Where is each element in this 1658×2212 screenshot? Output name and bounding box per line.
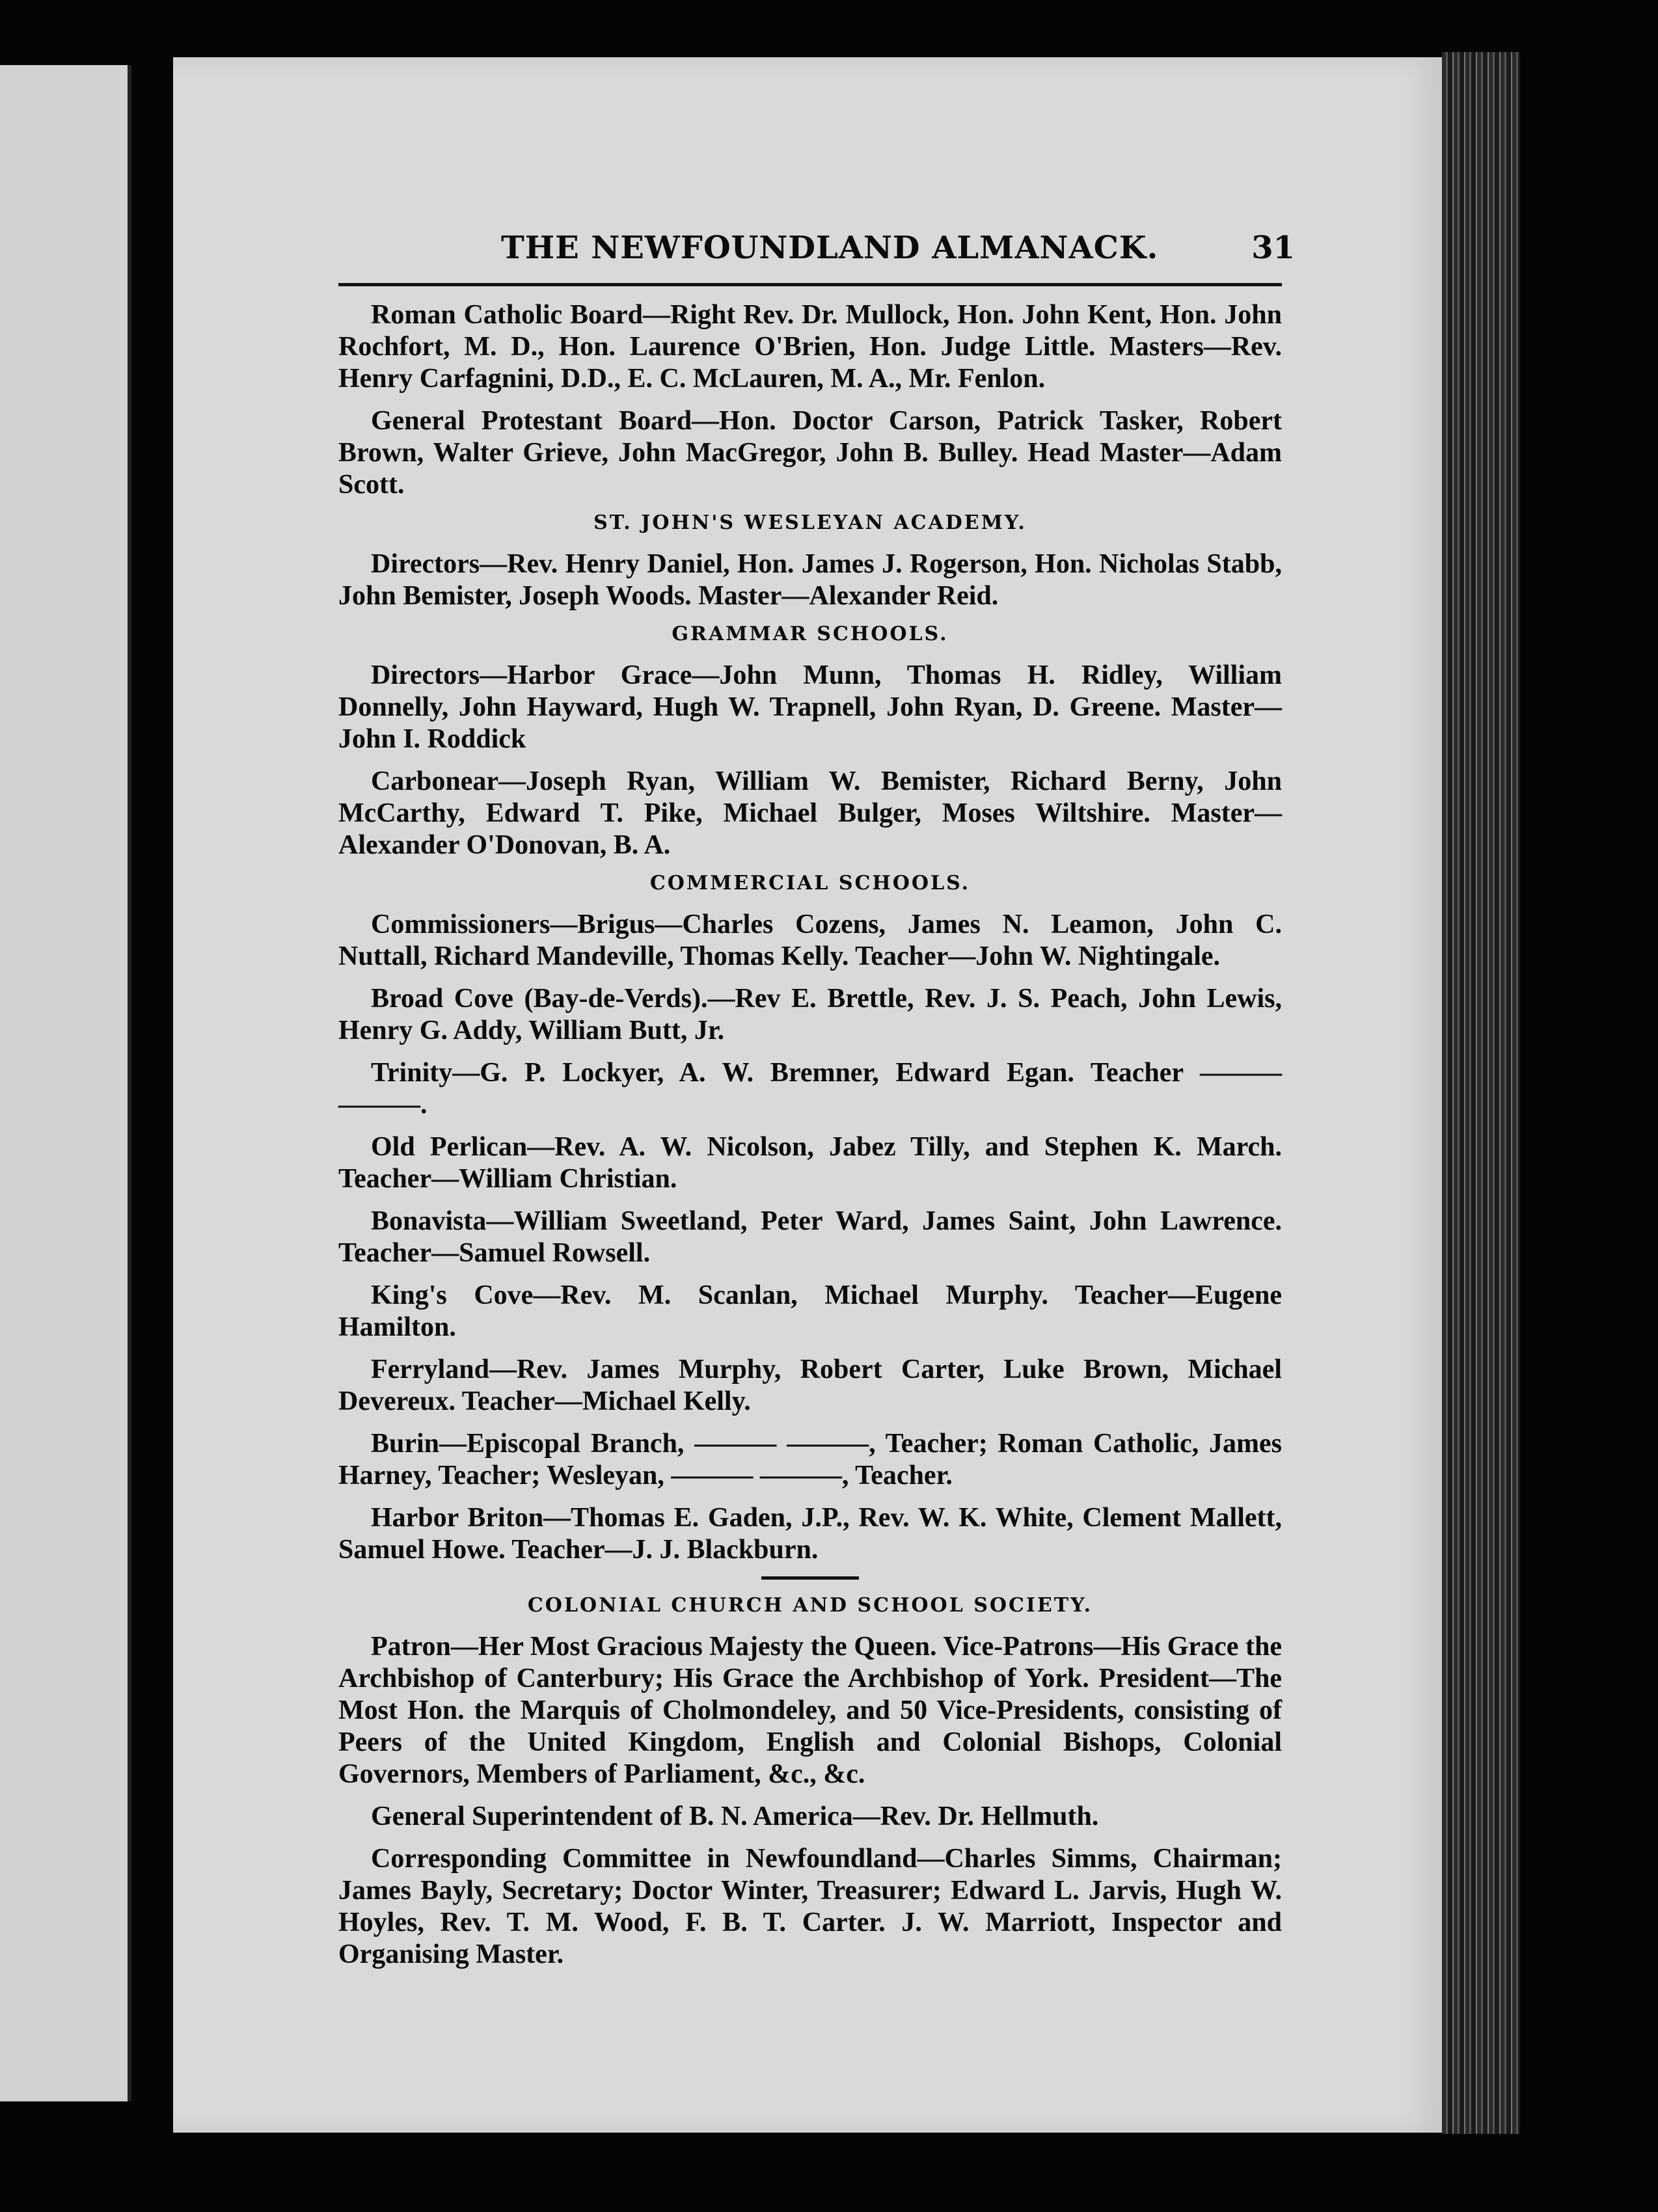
entry-paragraph: Roman Catholic Board—Right Rev. Dr. Mullock, Hon. John Kent, Hon. John Rochfort, M. D., Hon. Laurence O'Brien, Hon. Judge Little. Masters—Rev. Henry Carfagnini, D.D., E. C. McLauren, M. A., Mr. Fenlon. xyxy=(338,300,1282,394)
entry-paragraph: Old Perlican—Rev. A. W. Nicolson, Jabez Tilly, and Stephen K. March. Teacher—William Christian. xyxy=(338,1132,1282,1194)
entry-paragraph: Broad Cove (Bay-de-Verds).—Rev E. Brettle, Rev. J. S. Peach, John Lewis, Henry G. Addy, William Butt, Jr. xyxy=(338,984,1282,1045)
entry-paragraph: Ferryland—Rev. James Murphy, Robert Carter, Luke Brown, Michael Devereux. Teacher—Michael Kelly. xyxy=(338,1355,1282,1416)
running-header xyxy=(338,224,1295,270)
section-heading: ST. JOHN'S WESLEYAN ACADEMY. xyxy=(593,511,1027,534)
entry-paragraph: Carbonear—Joseph Ryan, William W. Bemister, Richard Berny, John McCarthy, Edward T. Pike, Michael Bulger, Moses Wiltshire. Master—Alexander O'Donovan, B. A. xyxy=(338,766,1282,860)
section-divider xyxy=(761,1576,859,1580)
running-title: THE NEWFOUNDLAND ALMANACK. xyxy=(501,230,1159,266)
entry-paragraph: Directors—Rev. Henry Daniel, Hon. James J. Rogerson, Hon. Nicholas Stabb, John Bemister, Joseph Woods. Master—Alexander Reid. xyxy=(338,549,1282,611)
page-body xyxy=(338,299,1282,1971)
entry-paragraph: Commissioners—Brigus—Charles Cozens, James N. Leamon, John C. Nuttall, Richard Mandeville, Thomas Kelly. Teacher—John W. Nightingale. xyxy=(338,910,1282,971)
entry-paragraph: Patron—Her Most Gracious Majesty the Queen. Vice-Patrons—His Grace the Archbishop of Canterbury; His Grace the Archbishop of York. President—The Most Hon. the Marquis of Cholmondeley, and 50 Vice-Presidents, consisting of Peers of the United Kingdom, English and Colonial Bishops, Colonial Governors, Members of Parliament, &c., &c. xyxy=(338,1632,1282,1789)
entry-paragraph: King's Cove—Rev. M. Scanlan, Michael Murphy. Teacher—Eugene Hamilton. xyxy=(338,1280,1282,1342)
page-content xyxy=(338,224,1295,1981)
page-stack-edge xyxy=(1442,52,1520,2134)
section-heading: GRAMMAR SCHOOLS. xyxy=(672,623,949,645)
entry-paragraph: Bonavista—William Sweetland, Peter Ward, James Saint, John Lawrence. Teacher—Samuel Rowsell. xyxy=(338,1206,1282,1268)
entry-paragraph: Directors—Harbor Grace—John Munn, Thomas H. Ridley, William Donnelly, John Hayward, Hugh W. Trapnell, John Ryan, D. Greene. Master—John I. Roddick xyxy=(338,660,1282,754)
entry-paragraph: Trinity—G. P. Lockyer, A. W. Bremner, Edward Egan. Teacher ——— ———. xyxy=(338,1058,1282,1120)
entry-paragraph: General Protestant Board—Hon. Doctor Carson, Patrick Tasker, Robert Brown, Walter Grieve, John MacGregor, John B. Bulley. Head Master—Adam Scott. xyxy=(338,406,1282,500)
entry-paragraph: Corresponding Committee in Newfoundland—Charles Simms, Chairman; James Bayly, Secretary; Doctor Winter, Treasurer; Edward L. Jarvis, Hugh W. Hoyles, Rev. T. M. Wood, F. B. T. Carter. J. W. Marriott, Inspector and Organising Master. xyxy=(338,1844,1282,1969)
entry-paragraph: Burin—Episcopal Branch, ——— ———, Teacher; Roman Catholic, James Harney, Teacher; Wesleyan, ——— ———, Teacher. xyxy=(338,1429,1282,1490)
facing-page-edge xyxy=(0,65,131,2101)
page-number: 31 xyxy=(1251,230,1295,266)
entry-paragraph: General Superintendent of B. N. America—Rev. Dr. Hellmuth. xyxy=(371,1801,1099,1831)
section-heading: COMMERCIAL SCHOOLS. xyxy=(649,872,971,895)
section-heading: COLONIAL CHURCH AND SCHOOL SOCIETY. xyxy=(527,1594,1093,1617)
header-rule xyxy=(338,283,1282,286)
entry-paragraph: Harbor Briton—Thomas E. Gaden, J.P., Rev. W. K. White, Clement Mallett, Samuel Howe. Teacher—J. J. Blackburn. xyxy=(338,1503,1282,1565)
